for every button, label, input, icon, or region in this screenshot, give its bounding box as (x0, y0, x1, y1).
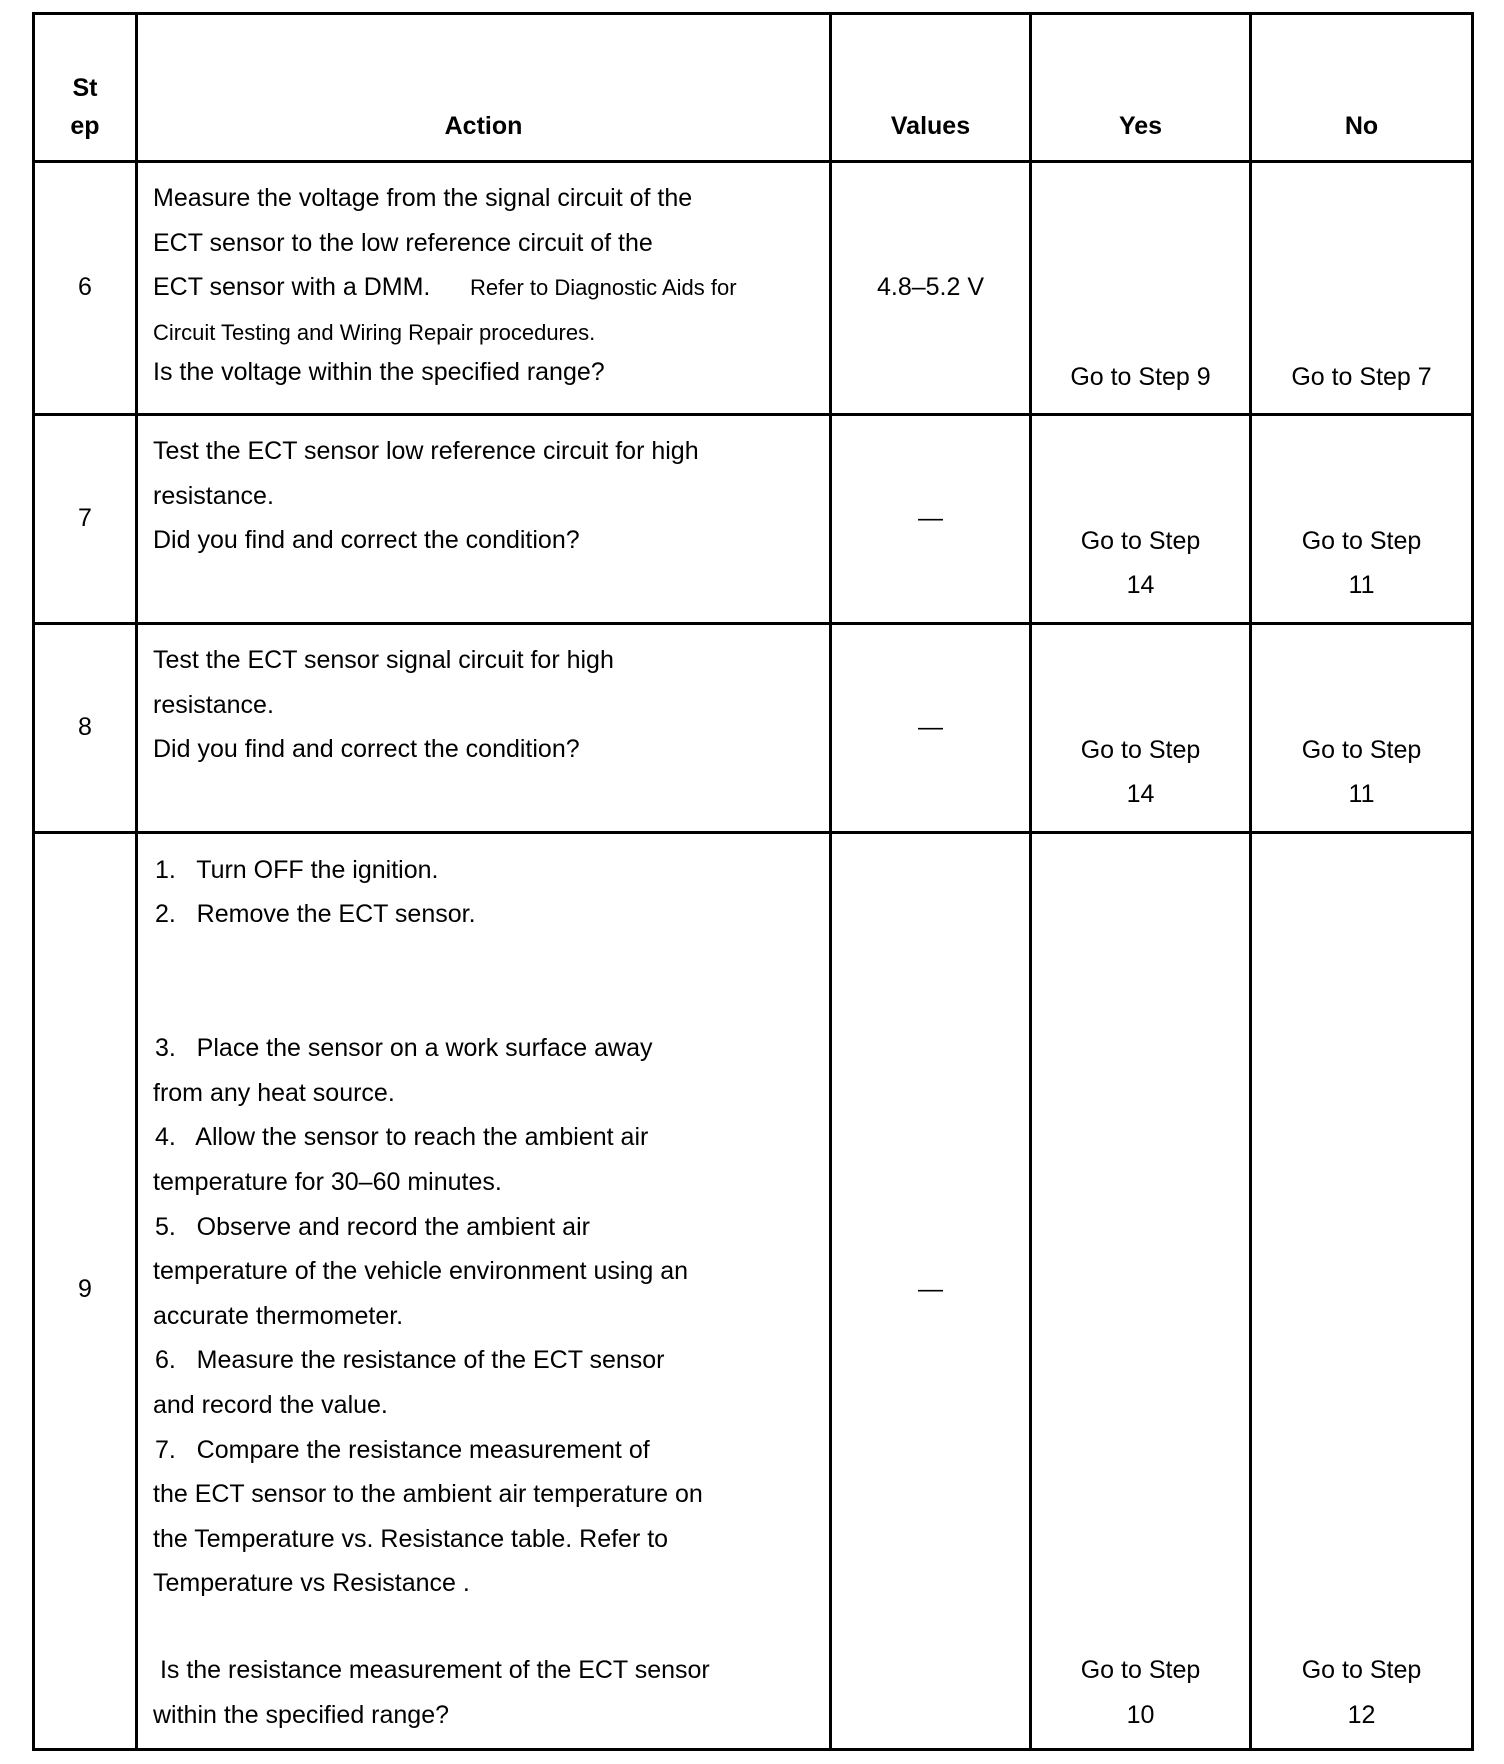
column-divider (1029, 12, 1032, 1751)
step-number: 8 (78, 713, 92, 741)
action-question: Is the resistance measurement of the ECT sensor (153, 1656, 710, 1684)
action-step: 4. Allow the sensor to reach the ambient air (155, 1123, 649, 1151)
action-step: 7. Compare the resistance measurement of (155, 1436, 650, 1464)
action-reference: Circuit Testing and Wiring Repair procedures. (153, 320, 596, 345)
action-step: 1. Turn OFF the ignition. (155, 856, 439, 884)
header-step-line2: ep (70, 112, 100, 140)
action-text: temperature for 30–60 minutes. (153, 1168, 502, 1196)
yes-target: Go to Step (1080, 736, 1201, 764)
action-text: temperature of the vehicle environment using an (153, 1257, 689, 1285)
no-target: Go to Step (1301, 736, 1422, 764)
table-border-top (32, 12, 1474, 15)
step-number: 6 (78, 273, 92, 301)
action-question: Did you find and correct the condition? (153, 735, 580, 763)
yes-target: Go to Step 9 (1070, 363, 1211, 391)
yes-target: Go to Step (1080, 1656, 1201, 1684)
header-divider (32, 160, 1474, 163)
yes-target: 10 (1126, 1701, 1155, 1729)
step-number: 9 (78, 1275, 92, 1303)
action-text: accurate thermometer. (153, 1302, 404, 1330)
no-target: 11 (1348, 780, 1375, 808)
action-text: ECT sensor with a DMM. (153, 273, 431, 301)
action-text: the Temperature vs. Resistance table. Refer to (153, 1525, 669, 1553)
action-question: Did you find and correct the condition? (153, 526, 580, 554)
action-text: the ECT sensor to the ambient air temperature on (153, 1480, 703, 1508)
yes-target: Go to Step (1080, 527, 1201, 555)
action-text: ECT sensor to the low reference circuit of the (153, 229, 653, 257)
value-text: — (918, 713, 943, 741)
row-divider (32, 413, 1474, 416)
action-text: Test the ECT sensor low reference circuit for high (153, 437, 699, 465)
action-text: Temperature vs Resistance . (153, 1569, 470, 1597)
no-target: Go to Step (1301, 527, 1422, 555)
no-target: Go to Step 7 (1291, 363, 1432, 391)
action-step: 2. Remove the ECT sensor. (155, 900, 476, 928)
action-text: Measure the voltage from the signal circuit of the (153, 184, 693, 212)
row-divider (32, 831, 1474, 834)
action-step: 3. Place the sensor on a work surface away (155, 1034, 653, 1062)
header-action: Action (444, 112, 523, 140)
action-step: 5. Observe and record the ambient air (155, 1213, 590, 1241)
action-reference: Refer to Diagnostic Aids for (470, 275, 737, 300)
header-no: No (1344, 112, 1379, 140)
no-target: 12 (1347, 1701, 1376, 1729)
table-border-bottom (32, 1748, 1474, 1751)
value-text: — (918, 1275, 943, 1303)
yes-target: 14 (1126, 571, 1155, 599)
action-text: and record the value. (153, 1391, 388, 1419)
step-number: 7 (78, 504, 92, 532)
action-question: Is the voltage within the specified range? (153, 358, 605, 386)
no-target: Go to Step (1301, 1656, 1422, 1684)
header-yes: Yes (1118, 112, 1163, 140)
action-text: from any heat source. (153, 1079, 395, 1107)
yes-target: 14 (1126, 780, 1155, 808)
value-text: — (918, 504, 943, 532)
header-values: Values (890, 112, 971, 140)
no-target: 11 (1348, 571, 1375, 599)
table-border-right (1471, 12, 1474, 1751)
header-step-line1: St (72, 74, 98, 102)
value-text: 4.8–5.2 V (876, 273, 985, 301)
action-question: within the specified range? (153, 1701, 450, 1729)
action-text: Test the ECT sensor signal circuit for high (153, 646, 614, 674)
action-text: resistance. (153, 482, 274, 510)
action-text: resistance. (153, 691, 274, 719)
action-step: 6. Measure the resistance of the ECT sensor (155, 1346, 665, 1374)
column-divider (135, 12, 138, 1751)
row-divider (32, 622, 1474, 625)
column-divider (1249, 12, 1252, 1751)
